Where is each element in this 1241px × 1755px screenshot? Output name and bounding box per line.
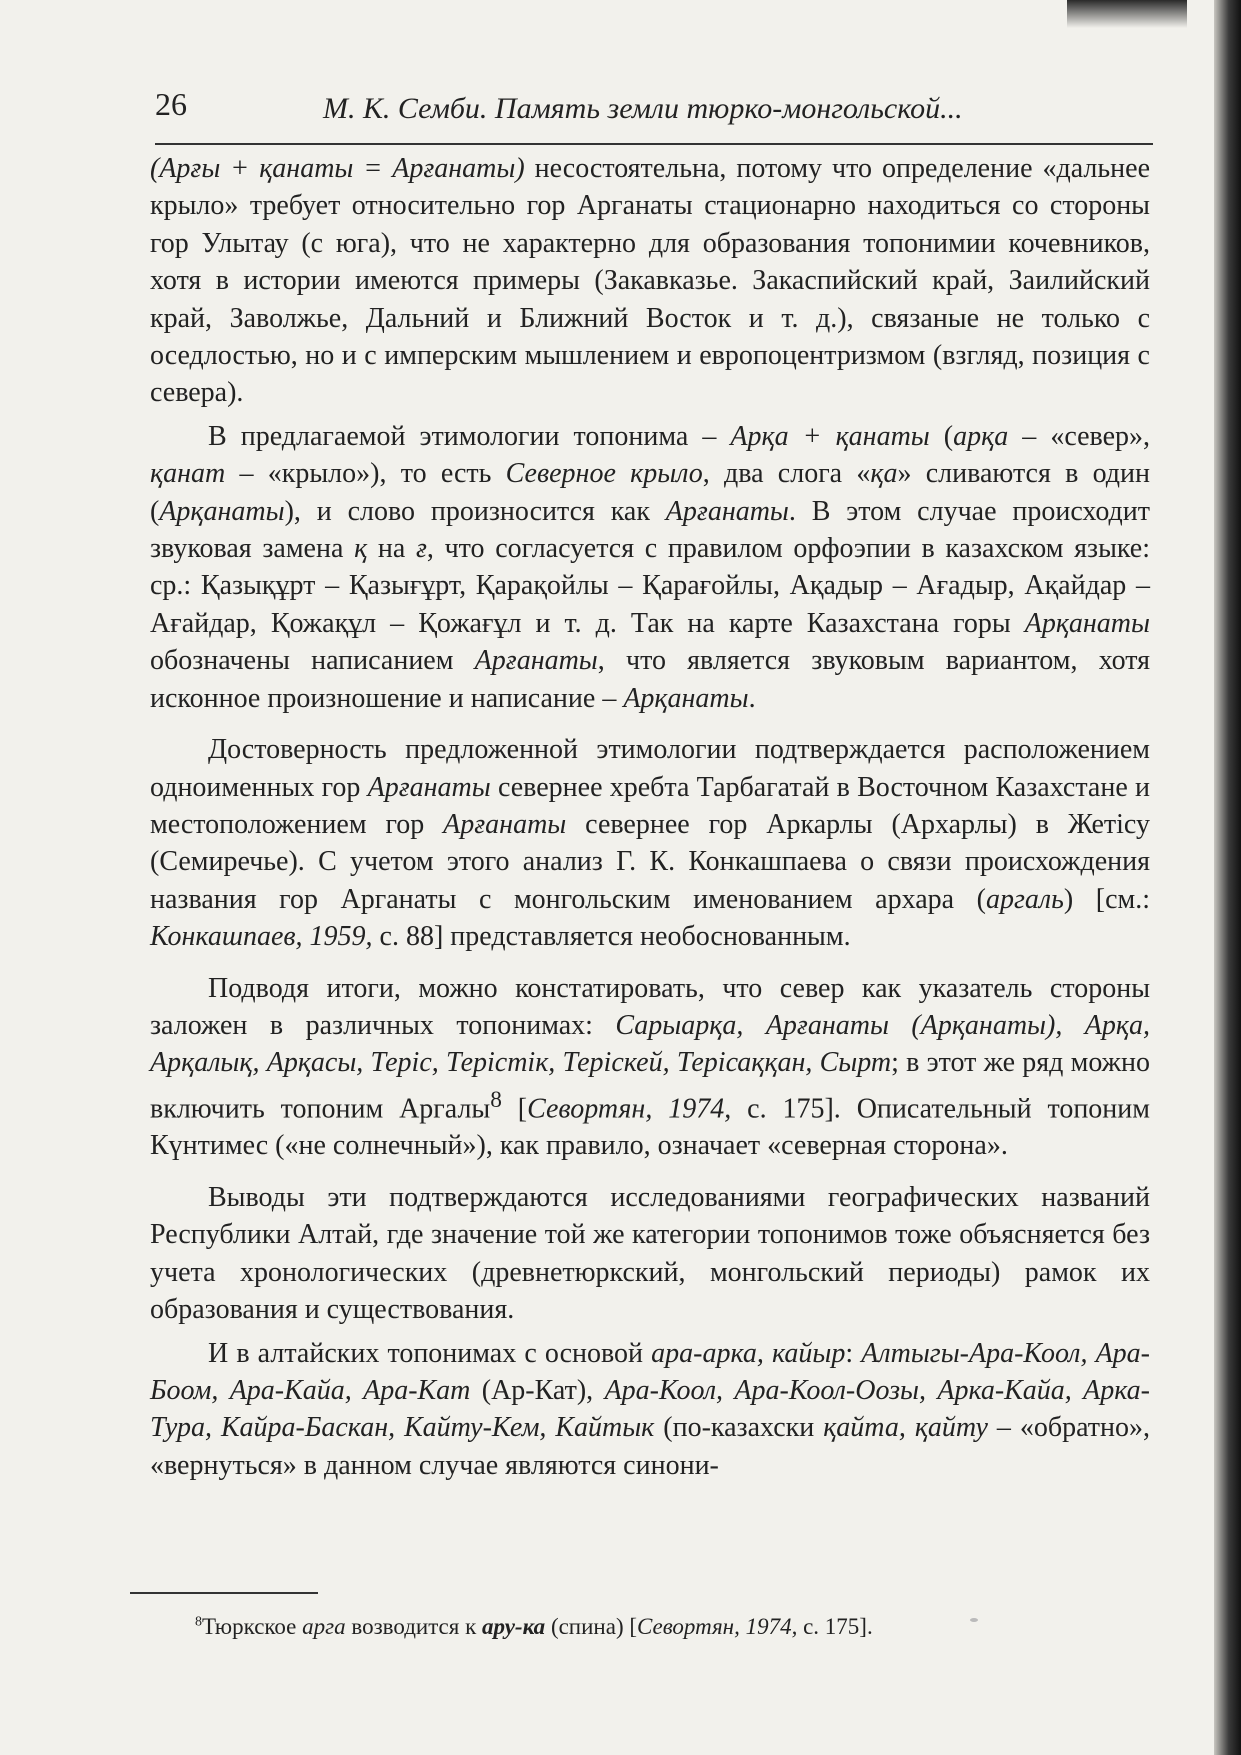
italic-term: арга bbox=[302, 1614, 346, 1639]
text-run: , что согласуется с правилом орфоэпии в казахском языке: ср.: Қазықұрт – Қазығұрт, Қарақойлы – Қарағойлы, Ақадыр – Ағадыр, Ақайдар – Ағайдар, Қожақұл – Қожағұл и т. д. Так на карте Казахстана горы bbox=[150, 533, 1151, 639]
text-run: – «крыло»), то есть bbox=[225, 458, 506, 490]
bold-italic-term: ару-ка bbox=[482, 1614, 546, 1639]
header-rule bbox=[155, 143, 1153, 145]
italic-term: ғ bbox=[415, 533, 427, 565]
italic-term: (Арғы + қанаты = Арғанаты) bbox=[150, 153, 525, 184]
italic-term: ара-арка, кайыр bbox=[651, 1337, 846, 1369]
italic-term: Севортян, 1974, bbox=[637, 1614, 798, 1639]
italic-term: Севортян, 1974, bbox=[527, 1093, 732, 1125]
text-run: ( bbox=[929, 420, 954, 452]
italic-term: Ара-Коол, Ара-Коол-Оозы, Арка-Кайа, Арка-Тура, Кайра-Баскан, Кайту-Кем, Кайтык bbox=[150, 1374, 1150, 1444]
text-run: – «север», bbox=[1008, 420, 1151, 452]
italic-term: қ bbox=[354, 533, 368, 565]
page-number: 26 bbox=[155, 86, 187, 122]
text-run: с. 175]. Описательный топоним Күнтимес («не солнечный»), как правило, означает «северная сторона». bbox=[150, 1093, 1150, 1162]
text-run: обозначены написанием bbox=[150, 645, 475, 677]
footnote-marker: 8 bbox=[195, 1614, 202, 1630]
text-run: ), и слово произносится как bbox=[284, 495, 666, 527]
footnote-rule bbox=[130, 1592, 318, 1594]
text-run: ; в этот же ряд можно включить топоним Аргалы bbox=[150, 1047, 1151, 1125]
text-run: И в алтайских топонимах с основой bbox=[208, 1337, 652, 1369]
italic-term: Алтыгы-Ара-Коол, Ара-Боом, Ара-Кайа, Ара-Кат bbox=[150, 1337, 1151, 1406]
text-run: – «обратно», «вернуться» в данном случае являются синони- bbox=[150, 1412, 1150, 1481]
paragraph bbox=[150, 1179, 1150, 1329]
italic-term: қанат bbox=[150, 458, 226, 490]
main-text bbox=[150, 150, 1150, 1484]
scan-shadow bbox=[1067, 0, 1187, 28]
text-run: Выводы эти подтверждаются исследованиями географических названий Республики Алтай, где значение той же категории топонимов тоже объясняется без учета хронологических (древнетюркский, монгольский периоды) рамок их образования и существования. bbox=[150, 1181, 1150, 1326]
text-run: . В этом случае происходит звуковая замена bbox=[150, 495, 1150, 565]
italic-term: аргаль bbox=[985, 883, 1064, 915]
italic-term: Арғанаты bbox=[367, 771, 491, 803]
text-run: Тюркское bbox=[202, 1614, 303, 1639]
italic-term: Сарыарқа, Арғанаты (Арқанаты), Арқа, Арқалық, Арқасы, Теріс, Терістік, Теріскей, Терісаққан, Сырт bbox=[150, 1009, 1151, 1079]
italic-term: арқа bbox=[953, 420, 1009, 452]
italic-term: қа bbox=[870, 458, 898, 490]
paragraph bbox=[150, 418, 1150, 717]
text-run: севернее хребта Тарбагатай в Восточном Казахстане и местоположением гор bbox=[150, 771, 1150, 840]
italic-term: Конкашпаев, 1959, bbox=[150, 921, 373, 953]
text-run: » сливаются в один ( bbox=[150, 458, 1150, 527]
italic-term: Арғанаты bbox=[474, 645, 598, 677]
italic-term: Арқанаты bbox=[623, 682, 749, 714]
text-run: Достоверность предложенной этимологии подтверждается расположением одноименных гор bbox=[150, 734, 1150, 803]
page-header bbox=[155, 86, 1153, 134]
text-run: с. 175]. bbox=[797, 1614, 873, 1639]
text-run: , два слога « bbox=[702, 458, 871, 490]
text-run: (Ар-Кат), bbox=[470, 1374, 605, 1406]
text-run: на bbox=[367, 533, 416, 565]
text-run: с. 88] представляется необоснованным. bbox=[372, 921, 851, 953]
text-run: (спина) [ bbox=[545, 1614, 638, 1639]
italic-term: Арқанаты bbox=[1024, 607, 1150, 639]
paragraph bbox=[150, 731, 1150, 955]
text-run: несостоятельна, потому что определение «дальнее крыло» требует относительно гор Арганаты стационарно находиться со стороны гор Улытау (с юга), что не характерно для образования топонимии кочевников, хотя в истории имеются примеры (Закавказье. Закаспийский край, Заилийский край, Заволжье, Дальний и Ближний Восток и т. д.), связаные не только с оседлостью, но и с имперским мышлением и европоцентризмом (взгляд, позиция с севера). bbox=[150, 153, 1150, 409]
footnote-marker: 8 bbox=[490, 1086, 502, 1113]
text-run: Подводя итоги, можно констатировать, что север как указатель стороны заложен в различных топонимах: bbox=[150, 972, 1150, 1041]
italic-term: Арқанаты bbox=[159, 495, 285, 527]
italic-term: қайта, қайту bbox=[823, 1412, 988, 1444]
paragraph bbox=[150, 970, 1150, 1165]
text-run: [ bbox=[501, 1093, 528, 1125]
scan-speck bbox=[970, 1618, 978, 1622]
paragraph bbox=[150, 150, 1150, 412]
text-run: ) [см.: bbox=[1063, 883, 1150, 915]
italic-term: Арқа + қанаты bbox=[730, 420, 930, 452]
italic-term: Арғанаты bbox=[665, 495, 789, 527]
running-title: М. К. Семби. Память земли тюрко-монгольской... bbox=[323, 92, 963, 125]
text-run: В предлагаемой этимологии топонима – bbox=[208, 420, 731, 452]
paragraph bbox=[150, 1335, 1150, 1485]
page-edge bbox=[1214, 0, 1241, 1755]
text-run: : bbox=[845, 1337, 862, 1369]
text-run: (по-казахски bbox=[654, 1412, 824, 1444]
text-run: возводится к bbox=[345, 1614, 483, 1639]
text-run: , что является звуковым вариантом, хотя исконное произношение и написание – bbox=[150, 645, 1151, 714]
italic-term: Арғанаты bbox=[443, 808, 567, 840]
italic-term: Северное крыло bbox=[505, 458, 703, 490]
text-run: . bbox=[748, 682, 756, 714]
text-run: севернее гор Аркарлы (Архарлы) в Жетісу (Семиречье). С учетом этого анализ Г. К. Конкашпаева о связи происхождения названия гор Арганаты с монгольским именованием архара ( bbox=[150, 808, 1150, 915]
footnote bbox=[195, 1612, 1135, 1642]
